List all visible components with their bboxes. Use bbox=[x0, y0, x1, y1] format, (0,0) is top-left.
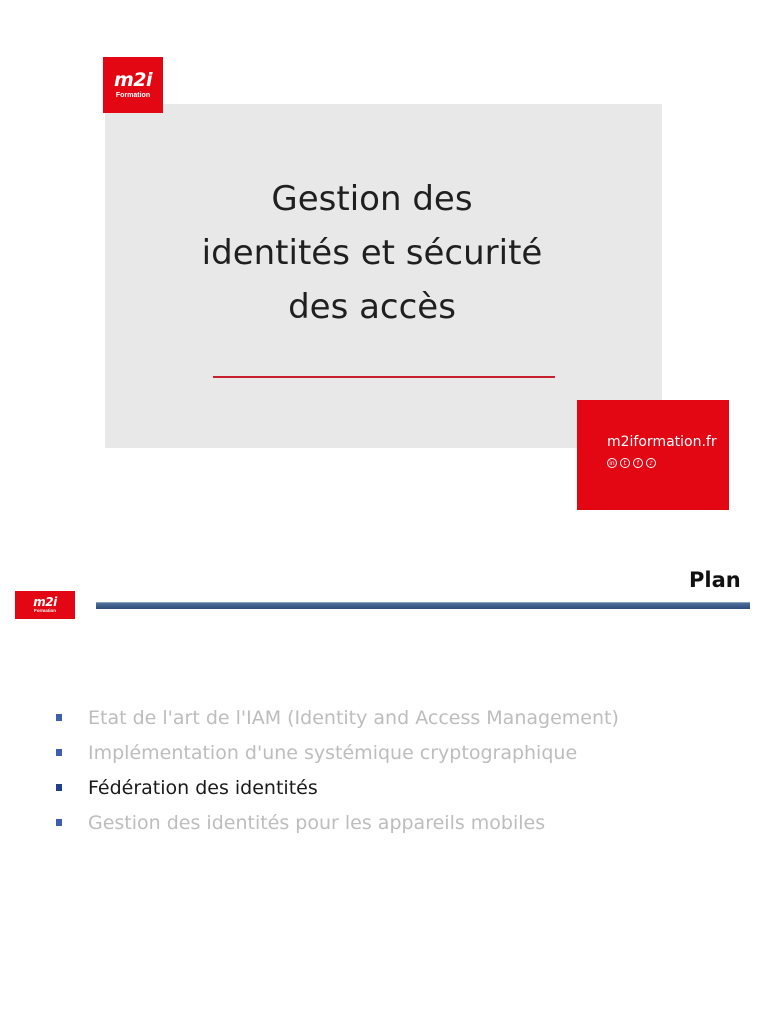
plan-list bbox=[56, 704, 619, 844]
m2i-logo bbox=[103, 57, 163, 113]
logo-subtitle: Formation bbox=[115, 92, 151, 99]
logo-subtitle: Formation bbox=[34, 608, 56, 614]
logo-wordmark: m2i bbox=[113, 69, 153, 91]
header-rule bbox=[96, 602, 750, 609]
linkedin-icon[interactable]: in bbox=[607, 458, 617, 468]
m2i-logo-small bbox=[15, 591, 75, 619]
bullet-icon bbox=[56, 714, 62, 721]
plan-item-active bbox=[56, 774, 619, 809]
logo-wordmark: m2i bbox=[33, 595, 57, 610]
title-line: Gestion des bbox=[271, 179, 473, 219]
title-line: identités et sécurité bbox=[201, 233, 543, 273]
slide-title bbox=[162, 172, 582, 334]
brand-box bbox=[577, 400, 729, 510]
bullet-icon bbox=[56, 749, 62, 756]
plan-item-label: Implémentation d'une systémique cryptographique bbox=[88, 742, 578, 764]
title-line: des accès bbox=[288, 287, 456, 327]
plan-item bbox=[56, 739, 619, 774]
bullet-icon bbox=[56, 819, 62, 826]
plan-item-label: Gestion des identités pour les appareils mobiles bbox=[88, 812, 546, 834]
plan-item-label: Etat de l'art de l'IAM (Identity and Access Management) bbox=[88, 707, 619, 729]
plan-item-label: Fédération des identités bbox=[88, 777, 318, 799]
bullet-icon bbox=[56, 784, 62, 791]
brand-url[interactable]: m2iformation.fr bbox=[607, 434, 717, 450]
twitter-icon[interactable]: t bbox=[620, 458, 630, 468]
facebook-icon[interactable]: f bbox=[633, 458, 643, 468]
plan-title: Plan bbox=[689, 568, 741, 592]
title-underline bbox=[213, 376, 555, 378]
tiktok-icon[interactable]: ♪ bbox=[646, 458, 656, 468]
plan-item bbox=[56, 704, 619, 739]
social-icons bbox=[607, 458, 656, 468]
plan-item bbox=[56, 809, 619, 844]
